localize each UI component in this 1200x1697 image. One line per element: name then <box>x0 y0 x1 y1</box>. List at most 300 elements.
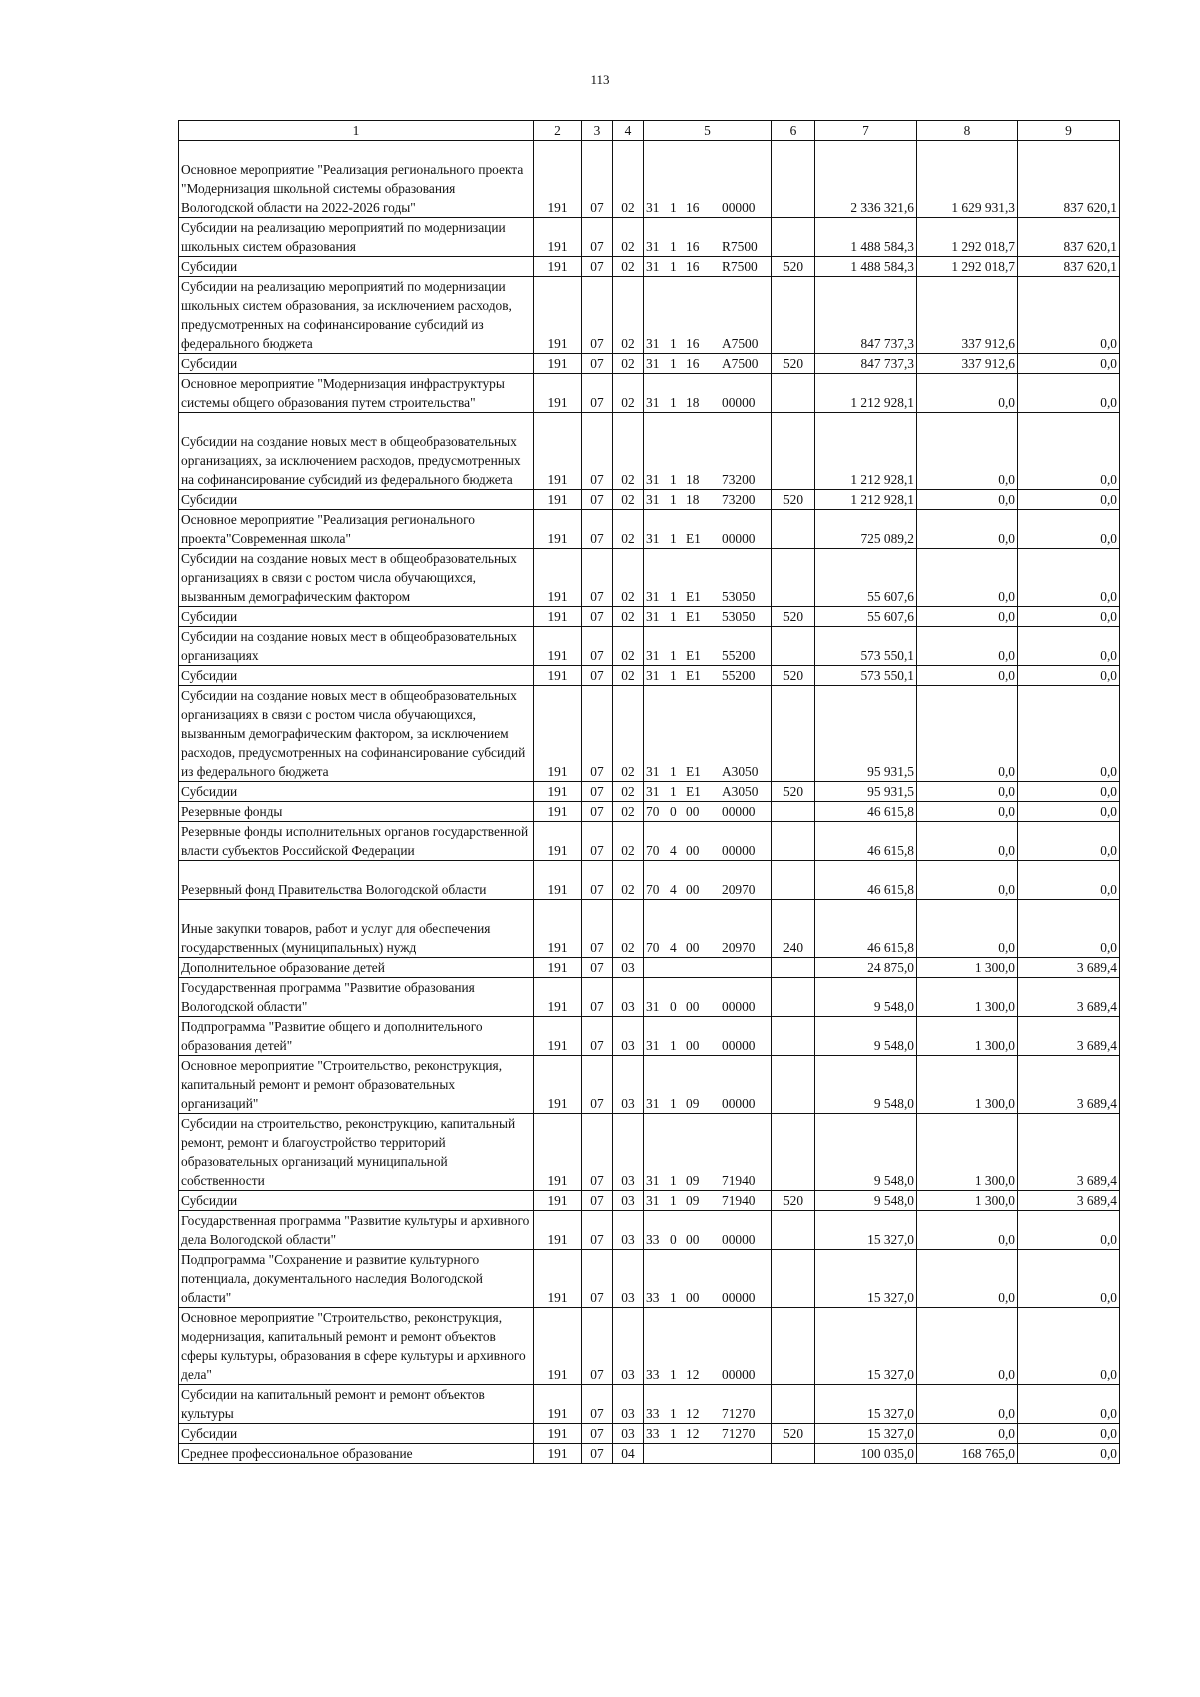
chapter-code: 191 <box>534 627 582 666</box>
amount-col-9: 0,0 <box>1018 822 1120 861</box>
section-code: 07 <box>582 978 613 1017</box>
target-article-part: 1 <box>670 336 677 351</box>
target-article-part: 31 <box>646 764 660 779</box>
subsection-code: 03 <box>613 1424 644 1444</box>
chapter-code: 191 <box>534 549 582 607</box>
target-article-part: 00000 <box>722 1367 756 1382</box>
amount-col-7: 95 931,5 <box>815 782 917 802</box>
amount-col-7: 725 089,2 <box>815 510 917 549</box>
table-row <box>179 277 1120 354</box>
target-article-part: 12 <box>686 1367 700 1382</box>
amount-col-8: 0,0 <box>917 666 1018 686</box>
expense-type-code <box>772 549 815 607</box>
target-article-part: 70 <box>646 940 660 955</box>
target-article-code <box>644 666 772 686</box>
subsection-code: 03 <box>613 1017 644 1056</box>
table-row <box>179 822 1120 861</box>
chapter-code: 191 <box>534 218 582 257</box>
target-article-part: 31 <box>646 395 660 410</box>
target-article-code <box>644 257 772 277</box>
row-name: Государственная программа "Развитие культуры и архивного дела Вологодской области" <box>179 1211 534 1250</box>
amount-col-9: 0,0 <box>1018 1424 1120 1444</box>
subsection-code: 02 <box>613 354 644 374</box>
target-article-part: 00000 <box>722 395 756 410</box>
target-article-part: 73200 <box>722 492 756 507</box>
table-row <box>179 1211 1120 1250</box>
amount-col-7: 55 607,6 <box>815 549 917 607</box>
target-article-part: 1 <box>670 1290 677 1305</box>
target-article-code <box>644 686 772 782</box>
target-article-part: 33 <box>646 1290 660 1305</box>
target-article-part: 1 <box>670 259 677 274</box>
expense-type-code <box>772 627 815 666</box>
table-row <box>179 1424 1120 1444</box>
expense-type-code <box>772 978 815 1017</box>
table-row <box>179 510 1120 549</box>
table-row <box>179 900 1120 958</box>
subsection-code: 02 <box>613 510 644 549</box>
amount-col-8: 1 629 931,3 <box>917 141 1018 218</box>
section-code: 07 <box>582 354 613 374</box>
amount-col-8: 0,0 <box>917 1250 1018 1308</box>
amount-col-9: 0,0 <box>1018 627 1120 666</box>
amount-col-7: 15 327,0 <box>815 1211 917 1250</box>
target-article-part: 1 <box>670 395 677 410</box>
section-code: 07 <box>582 1056 613 1114</box>
chapter-code: 191 <box>534 1424 582 1444</box>
target-article-code <box>644 374 772 413</box>
amount-col-8: 0,0 <box>917 686 1018 782</box>
target-article-part: 0 <box>670 999 677 1014</box>
target-article-part: 00000 <box>722 1096 756 1111</box>
target-article-part: 1 <box>670 472 677 487</box>
chapter-code: 191 <box>534 1250 582 1308</box>
amount-col-8: 337 912,6 <box>917 277 1018 354</box>
section-code: 07 <box>582 686 613 782</box>
amount-col-8: 0,0 <box>917 627 1018 666</box>
amount-col-9: 0,0 <box>1018 374 1120 413</box>
amount-col-8: 0,0 <box>917 510 1018 549</box>
chapter-code: 191 <box>534 277 582 354</box>
target-article-part: 33 <box>646 1406 660 1421</box>
target-article-part: 1 <box>670 492 677 507</box>
target-article-part: 12 <box>686 1426 700 1441</box>
target-article-part: 31 <box>646 1096 660 1111</box>
row-name: Субсидии <box>179 257 534 277</box>
table-row <box>179 861 1120 900</box>
table-row <box>179 141 1120 218</box>
target-article-part: 1 <box>670 668 677 683</box>
section-code: 07 <box>582 900 613 958</box>
chapter-code: 191 <box>534 1444 582 1464</box>
expense-type-code <box>772 218 815 257</box>
table-row <box>179 218 1120 257</box>
amount-col-8: 1 300,0 <box>917 1114 1018 1191</box>
target-article-part: 00000 <box>722 1038 756 1053</box>
amount-col-9: 0,0 <box>1018 782 1120 802</box>
row-name: Субсидии <box>179 1191 534 1211</box>
row-name: Основное мероприятие "Строительство, реконструкция, капитальный ремонт и ремонт образовательных организаций" <box>179 1056 534 1114</box>
row-name: Субсидии <box>179 490 534 510</box>
subsection-code: 03 <box>613 1211 644 1250</box>
target-article-part: 16 <box>686 239 700 254</box>
chapter-code: 191 <box>534 686 582 782</box>
row-name: Субсидии на создание новых мест в общеобразовательных организациях в связи с ростом числа обучающихся, вызванным демографическим фактором, за исключением расходов, предусмотренных на софинансирование субсидий из федерального бюджета <box>179 686 534 782</box>
target-article-part: 16 <box>686 336 700 351</box>
subsection-code: 02 <box>613 686 644 782</box>
target-article-part: 18 <box>686 472 700 487</box>
target-article-part: 09 <box>686 1096 700 1111</box>
expense-type-code <box>772 1385 815 1424</box>
target-article-code <box>644 549 772 607</box>
target-article-part: 00000 <box>722 843 756 858</box>
subsection-code: 02 <box>613 607 644 627</box>
target-article-part: 31 <box>646 531 660 546</box>
target-article-part: 31 <box>646 336 660 351</box>
row-name: Субсидии на реализацию мероприятий по модернизации школьных систем образования <box>179 218 534 257</box>
subsection-code: 02 <box>613 627 644 666</box>
row-name: Субсидии <box>179 1424 534 1444</box>
chapter-code: 191 <box>534 1385 582 1424</box>
target-article-part: 1 <box>670 1426 677 1441</box>
amount-col-8: 168 765,0 <box>917 1444 1018 1464</box>
row-name: Основное мероприятие "Модернизация инфраструктуры системы общего образования путем строительства" <box>179 374 534 413</box>
row-name: Субсидии <box>179 607 534 627</box>
target-article-part: 1 <box>670 1406 677 1421</box>
expense-type-code <box>772 822 815 861</box>
row-name: Государственная программа "Развитие образования Вологодской области" <box>179 978 534 1017</box>
subsection-code: 02 <box>613 277 644 354</box>
target-article-part: 00000 <box>722 999 756 1014</box>
section-code: 07 <box>582 374 613 413</box>
target-article-part: 31 <box>646 1173 660 1188</box>
row-name: Субсидии <box>179 666 534 686</box>
target-article-part: 33 <box>646 1232 660 1247</box>
target-article-part: 31 <box>646 784 660 799</box>
amount-col-9: 3 689,4 <box>1018 1114 1120 1191</box>
table-row <box>179 782 1120 802</box>
chapter-code: 191 <box>534 1056 582 1114</box>
expense-type-code: 520 <box>772 782 815 802</box>
subsection-code: 02 <box>613 413 644 490</box>
amount-col-9: 3 689,4 <box>1018 1191 1120 1211</box>
amount-col-8: 0,0 <box>917 861 1018 900</box>
target-article-part: 31 <box>646 609 660 624</box>
amount-col-9: 0,0 <box>1018 413 1120 490</box>
section-code: 07 <box>582 782 613 802</box>
amount-col-9: 837 620,1 <box>1018 218 1120 257</box>
amount-col-8: 0,0 <box>917 607 1018 627</box>
chapter-code: 191 <box>534 782 582 802</box>
row-name: Резервные фонды <box>179 802 534 822</box>
amount-col-9: 0,0 <box>1018 1250 1120 1308</box>
amount-col-9: 0,0 <box>1018 607 1120 627</box>
amount-col-7: 46 615,8 <box>815 861 917 900</box>
expense-type-code <box>772 1250 815 1308</box>
section-code: 07 <box>582 257 613 277</box>
section-code: 07 <box>582 1250 613 1308</box>
amount-col-9: 0,0 <box>1018 861 1120 900</box>
amount-col-7: 100 035,0 <box>815 1444 917 1464</box>
amount-col-9: 3 689,4 <box>1018 978 1120 1017</box>
target-article-part: 00 <box>686 1290 700 1305</box>
target-article-part: E1 <box>686 648 701 663</box>
target-article-part: 73200 <box>722 472 756 487</box>
chapter-code: 191 <box>534 607 582 627</box>
expense-type-code <box>772 413 815 490</box>
target-article-part: 1 <box>670 1173 677 1188</box>
column-header: 6 <box>772 121 815 141</box>
chapter-code: 191 <box>534 374 582 413</box>
column-header: 8 <box>917 121 1018 141</box>
expense-type-code <box>772 374 815 413</box>
row-name: Основное мероприятие "Строительство, реконструкция, модернизация, капитальный ремонт и ремонт объектов сферы культуры, образования в сфере культуры и архивного дела" <box>179 1308 534 1385</box>
target-article-part: 20970 <box>722 882 756 897</box>
target-article-code <box>644 413 772 490</box>
target-article-part: 1 <box>670 356 677 371</box>
target-article-code <box>644 607 772 627</box>
target-article-part: 00 <box>686 999 700 1014</box>
subsection-code: 03 <box>613 958 644 978</box>
target-article-code <box>644 822 772 861</box>
expense-type-code <box>772 141 815 218</box>
subsection-code: 02 <box>613 782 644 802</box>
subsection-code: 03 <box>613 1308 644 1385</box>
page-number: 113 <box>590 72 610 87</box>
target-article-code <box>644 1017 772 1056</box>
amount-col-7: 847 737,3 <box>815 354 917 374</box>
target-article-code <box>644 1250 772 1308</box>
target-article-part: 53050 <box>722 609 756 624</box>
table-row <box>179 1444 1120 1464</box>
amount-col-7: 9 548,0 <box>815 1017 917 1056</box>
expense-type-code: 520 <box>772 1424 815 1444</box>
amount-col-8: 1 300,0 <box>917 1056 1018 1114</box>
subsection-code: 02 <box>613 666 644 686</box>
section-code: 07 <box>582 861 613 900</box>
target-article-part: 00 <box>686 940 700 955</box>
expense-type-code: 520 <box>772 354 815 374</box>
target-article-part: 31 <box>646 1193 660 1208</box>
amount-col-9: 0,0 <box>1018 900 1120 958</box>
chapter-code: 191 <box>534 413 582 490</box>
target-article-part: 70 <box>646 882 660 897</box>
target-article-part: 71940 <box>722 1173 756 1188</box>
section-code: 07 <box>582 1211 613 1250</box>
amount-col-8: 0,0 <box>917 374 1018 413</box>
chapter-code: 191 <box>534 141 582 218</box>
column-header: 3 <box>582 121 613 141</box>
section-code: 07 <box>582 1017 613 1056</box>
row-name: Дополнительное образование детей <box>179 958 534 978</box>
subsection-code: 02 <box>613 141 644 218</box>
table-header-row <box>179 121 1120 141</box>
subsection-code: 02 <box>613 374 644 413</box>
target-article-part: 1 <box>670 1038 677 1053</box>
amount-col-9: 0,0 <box>1018 549 1120 607</box>
target-article-part: 55200 <box>722 668 756 683</box>
target-article-code <box>644 354 772 374</box>
section-code: 07 <box>582 510 613 549</box>
target-article-code <box>644 218 772 257</box>
row-name: Резервные фонды исполнительных органов государственной власти субъектов Российской Федерации <box>179 822 534 861</box>
amount-col-8: 0,0 <box>917 1385 1018 1424</box>
target-article-part: 00 <box>686 882 700 897</box>
chapter-code: 191 <box>534 1191 582 1211</box>
subsection-code: 04 <box>613 1444 644 1464</box>
target-article-part: 31 <box>646 259 660 274</box>
amount-col-8: 1 300,0 <box>917 1191 1018 1211</box>
chapter-code: 191 <box>534 802 582 822</box>
target-article-part: 00000 <box>722 531 756 546</box>
section-code: 07 <box>582 1424 613 1444</box>
chapter-code: 191 <box>534 822 582 861</box>
table-row <box>179 1308 1120 1385</box>
target-article-part: 1 <box>670 589 677 604</box>
expense-type-code: 520 <box>772 257 815 277</box>
target-article-part: 71270 <box>722 1406 756 1421</box>
amount-col-8: 0,0 <box>917 1424 1018 1444</box>
section-code: 07 <box>582 218 613 257</box>
amount-col-9: 3 689,4 <box>1018 1017 1120 1056</box>
chapter-code: 191 <box>534 1211 582 1250</box>
chapter-code: 191 <box>534 666 582 686</box>
expense-type-code <box>772 958 815 978</box>
target-article-part: A7500 <box>722 336 759 351</box>
row-name: Подпрограмма "Развитие общего и дополнительного образования детей" <box>179 1017 534 1056</box>
table-row <box>179 607 1120 627</box>
chapter-code: 191 <box>534 900 582 958</box>
column-header: 9 <box>1018 121 1120 141</box>
target-article-code <box>644 1056 772 1114</box>
table-row <box>179 1191 1120 1211</box>
row-name: Иные закупки товаров, работ и услуг для обеспечения государственных (муниципальных) нужд <box>179 900 534 958</box>
target-article-code <box>644 1385 772 1424</box>
amount-col-9: 0,0 <box>1018 1385 1120 1424</box>
target-article-part: 1 <box>670 200 677 215</box>
target-article-part: 16 <box>686 356 700 371</box>
amount-col-7: 9 548,0 <box>815 978 917 1017</box>
section-code: 07 <box>582 1308 613 1385</box>
target-article-part: 16 <box>686 259 700 274</box>
table-row <box>179 374 1120 413</box>
target-article-part: 1 <box>670 1193 677 1208</box>
amount-col-8: 0,0 <box>917 490 1018 510</box>
amount-col-7: 1 488 584,3 <box>815 218 917 257</box>
table-row <box>179 958 1120 978</box>
target-article-part: 31 <box>646 999 660 1014</box>
subsection-code: 03 <box>613 1385 644 1424</box>
target-article-part: 00 <box>686 843 700 858</box>
amount-col-9: 3 689,4 <box>1018 958 1120 978</box>
target-article-part: 31 <box>646 648 660 663</box>
target-article-part: 1 <box>670 1367 677 1382</box>
budget-table <box>178 120 1120 1464</box>
section-code: 07 <box>582 1114 613 1191</box>
target-article-code <box>644 277 772 354</box>
subsection-code: 02 <box>613 257 644 277</box>
target-article-part: 00000 <box>722 1290 756 1305</box>
amount-col-8: 337 912,6 <box>917 354 1018 374</box>
amount-col-7: 847 737,3 <box>815 277 917 354</box>
amount-col-9: 3 689,4 <box>1018 1056 1120 1114</box>
subsection-code: 02 <box>613 549 644 607</box>
target-article-part: 00000 <box>722 200 756 215</box>
row-name: Субсидии на создание новых мест в общеобразовательных организациях <box>179 627 534 666</box>
target-article-code <box>644 510 772 549</box>
row-name: Подпрограмма "Сохранение и развитие культурного потенциала, документального наследия Вологодской области" <box>179 1250 534 1308</box>
expense-type-code <box>772 1444 815 1464</box>
row-name: Субсидии на реализацию мероприятий по модернизации школьных систем образования, за исключением расходов, предусмотренных на софинансирование субсидий из федерального бюджета <box>179 277 534 354</box>
amount-col-9: 0,0 <box>1018 802 1120 822</box>
amount-col-9: 0,0 <box>1018 277 1120 354</box>
subsection-code: 02 <box>613 900 644 958</box>
amount-col-8: 0,0 <box>917 549 1018 607</box>
column-header: 5 <box>644 121 772 141</box>
amount-col-9: 0,0 <box>1018 510 1120 549</box>
chapter-code: 191 <box>534 958 582 978</box>
target-article-code <box>644 627 772 666</box>
target-article-part: 70 <box>646 804 660 819</box>
expense-type-code <box>772 510 815 549</box>
target-article-part: 0 <box>670 1232 677 1247</box>
table-row <box>179 627 1120 666</box>
target-article-part: 31 <box>646 200 660 215</box>
target-article-part: 70 <box>646 843 660 858</box>
target-article-part: 1 <box>670 1096 677 1111</box>
amount-col-9: 0,0 <box>1018 354 1120 374</box>
table-row <box>179 802 1120 822</box>
expense-type-code: 520 <box>772 1191 815 1211</box>
chapter-code: 191 <box>534 257 582 277</box>
amount-col-7: 15 327,0 <box>815 1308 917 1385</box>
expense-type-code <box>772 1056 815 1114</box>
table-row <box>179 257 1120 277</box>
target-article-part: A3050 <box>722 764 759 779</box>
target-article-part: 00 <box>686 1232 700 1247</box>
column-header: 4 <box>613 121 644 141</box>
row-name: Основное мероприятие "Реализация регионального проекта "Модернизация школьной системы образования Вологодской области на 2022-2026 годы" <box>179 141 534 218</box>
expense-type-code: 520 <box>772 607 815 627</box>
target-article-part: 31 <box>646 668 660 683</box>
table-row <box>179 1056 1120 1114</box>
target-article-code <box>644 1444 772 1464</box>
amount-col-7: 573 550,1 <box>815 627 917 666</box>
expense-type-code <box>772 277 815 354</box>
target-article-part: R7500 <box>722 239 758 254</box>
amount-col-8: 1 300,0 <box>917 1017 1018 1056</box>
target-article-part: 31 <box>646 589 660 604</box>
section-code: 07 <box>582 413 613 490</box>
target-article-part: E1 <box>686 531 701 546</box>
table-row <box>179 413 1120 490</box>
target-article-part: R7500 <box>722 259 758 274</box>
subsection-code: 03 <box>613 978 644 1017</box>
section-code: 07 <box>582 277 613 354</box>
target-article-part: 18 <box>686 395 700 410</box>
target-article-code <box>644 490 772 510</box>
subsection-code: 02 <box>613 490 644 510</box>
expense-type-code <box>772 1308 815 1385</box>
amount-col-7: 1 212 928,1 <box>815 374 917 413</box>
target-article-part: 20970 <box>722 940 756 955</box>
amount-col-7: 1 212 928,1 <box>815 413 917 490</box>
target-article-code <box>644 900 772 958</box>
target-article-part: 1 <box>670 648 677 663</box>
section-code: 07 <box>582 958 613 978</box>
subsection-code: 02 <box>613 861 644 900</box>
table-row <box>179 686 1120 782</box>
